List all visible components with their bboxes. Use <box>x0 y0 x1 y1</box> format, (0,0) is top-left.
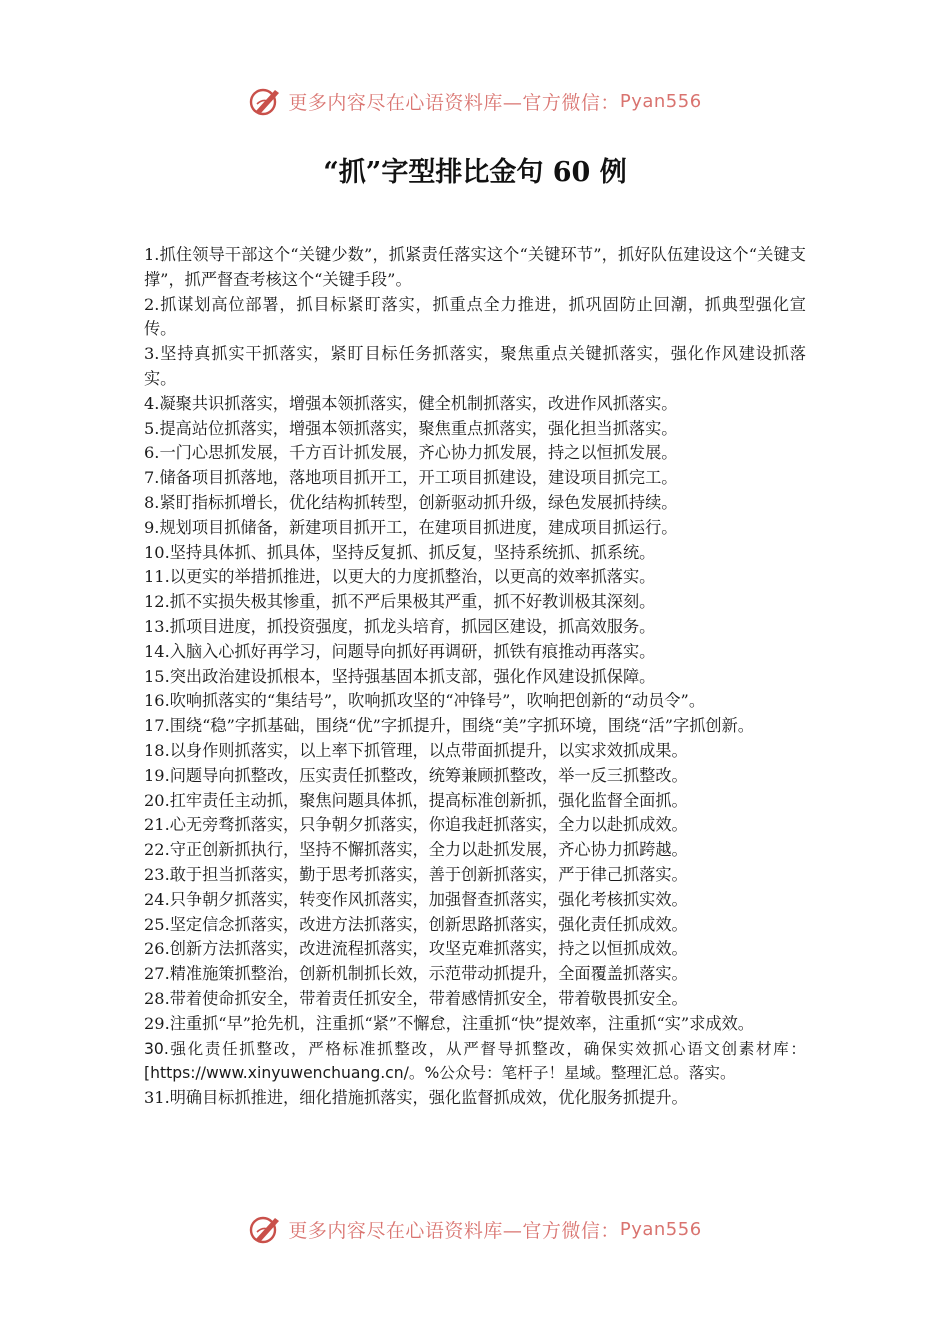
list-item: 1.抓住领导干部这个“关键少数”，抓紧责任落实这个“关键环节”，抓好队伍建设这个“关键支撑”，抓严督查考核这个“关键手段”。 <box>144 245 806 289</box>
list-item: 11.以更实的举措抓推进，以更大的力度抓整治，以更高的效率抓落实。 <box>144 567 656 587</box>
list-item: 15.突出政治建设抓根本，坚持强基固本抓支部，强化作风建设抓保障。 <box>144 666 656 686</box>
list-item: 3.坚持真抓实干抓落实，紧盯目标任务抓落实，聚焦重点关键抓落实，强化作风建设抓落实。 <box>144 344 806 388</box>
header-watermark <box>0 84 950 118</box>
list-item: 22.守正创新抓执行，坚持不懈抓落实，全力以赴抓发展，齐心协力抓跨越。 <box>144 840 688 860</box>
list-item: 13.抓项目进度，抓投资强度，抓龙头培育，抓园区建设，抓高效服务。 <box>144 616 656 636</box>
list-item: 30.强化责任抓整改，严格标准抓整改，从严督导抓整改，确保实效抓心语文创素材库：[https://www.xinyuwenchuang.cn/。%公众号：笔杆子！星域。整理汇总。落实。 <box>144 1039 806 1083</box>
list-item: 7.储备项目抓落地，落地项目抓开工，开工项目抓建设，建设项目抓完工。 <box>144 468 678 488</box>
list-item: 29.注重抓“早”抢先机，注重抓“紧”不懈怠，注重抓“快”提效率，注重抓“实”求成效。 <box>144 1013 754 1033</box>
list-item: 17.围绕“稳”字抓基础，围绕“优”字抓提升，围绕“美”字抓环境，围绕“活”字抓创新。 <box>144 716 754 736</box>
list-item: 26.创新方法抓落实，改进流程抓落实，攻坚克难抓落实，持之以恒抓成效。 <box>144 939 688 959</box>
list-item: 28.带着使命抓安全，带着责任抓安全，带着感情抓安全，带着敬畏抓安全。 <box>144 988 688 1008</box>
list-item: 21.心无旁骛抓落实，只争朝夕抓落实，你追我赶抓落实，全力以赴抓成效。 <box>144 815 688 835</box>
list-item: 14.入脑入心抓好再学习，问题导向抓好再调研，抓铁有痕推动再落实。 <box>144 641 656 661</box>
footer-watermark-text: 更多内容尽在心语资料库—官方微信： <box>288 1219 620 1242</box>
pen-logo-icon <box>248 1212 282 1246</box>
list-item: 6.一门心思抓发展，千方百计抓发展，齐心协力抓发展，持之以恒抓发展。 <box>144 443 678 463</box>
header-wechat-id: Pyan556 <box>619 90 702 112</box>
footer-watermark <box>0 1212 950 1246</box>
list-item: 10.坚持具体抓、抓具体，坚持反复抓、抓反复，坚持系统抓、抓系统。 <box>144 542 656 562</box>
pen-logo-icon <box>248 84 282 118</box>
document-body <box>144 243 806 1111</box>
list-item: 18.以身作则抓落实，以上率下抓管理，以点带面抓提升，以实求效抓成果。 <box>144 740 688 760</box>
list-item: 27.精准施策抓整治，创新机制抓长效，示范带动抓提升，全面覆盖抓落实。 <box>144 964 688 984</box>
list-item: 12.抓不实损失极其惨重，抓不严后果极其严重，抓不好教训极其深刻。 <box>144 592 656 612</box>
list-item: 16.吹响抓落实的“集结号”，吹响抓攻坚的“冲锋号”，吹响把创新的“动员令”。 <box>144 691 706 711</box>
page-title: “抓”字型排比金句 60 例 <box>323 157 627 188</box>
footer-wechat-id: Pyan556 <box>619 1218 702 1240</box>
header-watermark-text: 更多内容尽在心语资料库—官方微信： <box>288 91 620 114</box>
list-item: 9.规划项目抓储备，新建项目抓开工，在建项目抓进度，建成项目抓运行。 <box>144 517 678 537</box>
list-item: 5.提高站位抓落实，增强本领抓落实，聚焦重点抓落实，强化担当抓落实。 <box>144 418 678 438</box>
list-item: 19.问题导向抓整改，压实责任抓整改，统筹兼顾抓整改，举一反三抓整改。 <box>144 765 688 785</box>
list-item: 2.抓谋划高位部署，抓目标紧盯落实，抓重点全力推进，抓巩固防止回潮，抓典型强化宣传。 <box>144 294 806 339</box>
list-item: 4.凝聚共识抓落实，增强本领抓落实，健全机制抓落实，改进作风抓落实。 <box>144 393 678 413</box>
list-item: 20.扛牢责任主动抓，聚焦问题具体抓，提高标准创新抓，强化监督全面抓。 <box>144 790 688 810</box>
list-item: 8.紧盯指标抓增长，优化结构抓转型，创新驱动抓升级，绿色发展抓持续。 <box>144 492 678 512</box>
list-item: 31.明确目标抓推进，细化措施抓落实，强化监督抓成效，优化服务抓提升。 <box>144 1088 688 1108</box>
list-item: 23.敢于担当抓落实，勤于思考抓落实，善于创新抓落实，严于律己抓落实。 <box>144 864 688 884</box>
list-item: 25.坚定信念抓落实，改进方法抓落实，创新思路抓落实，强化责任抓成效。 <box>144 914 688 934</box>
list-item: 24.只争朝夕抓落实，转变作风抓落实，加强督查抓落实，强化考核抓实效。 <box>144 889 688 909</box>
